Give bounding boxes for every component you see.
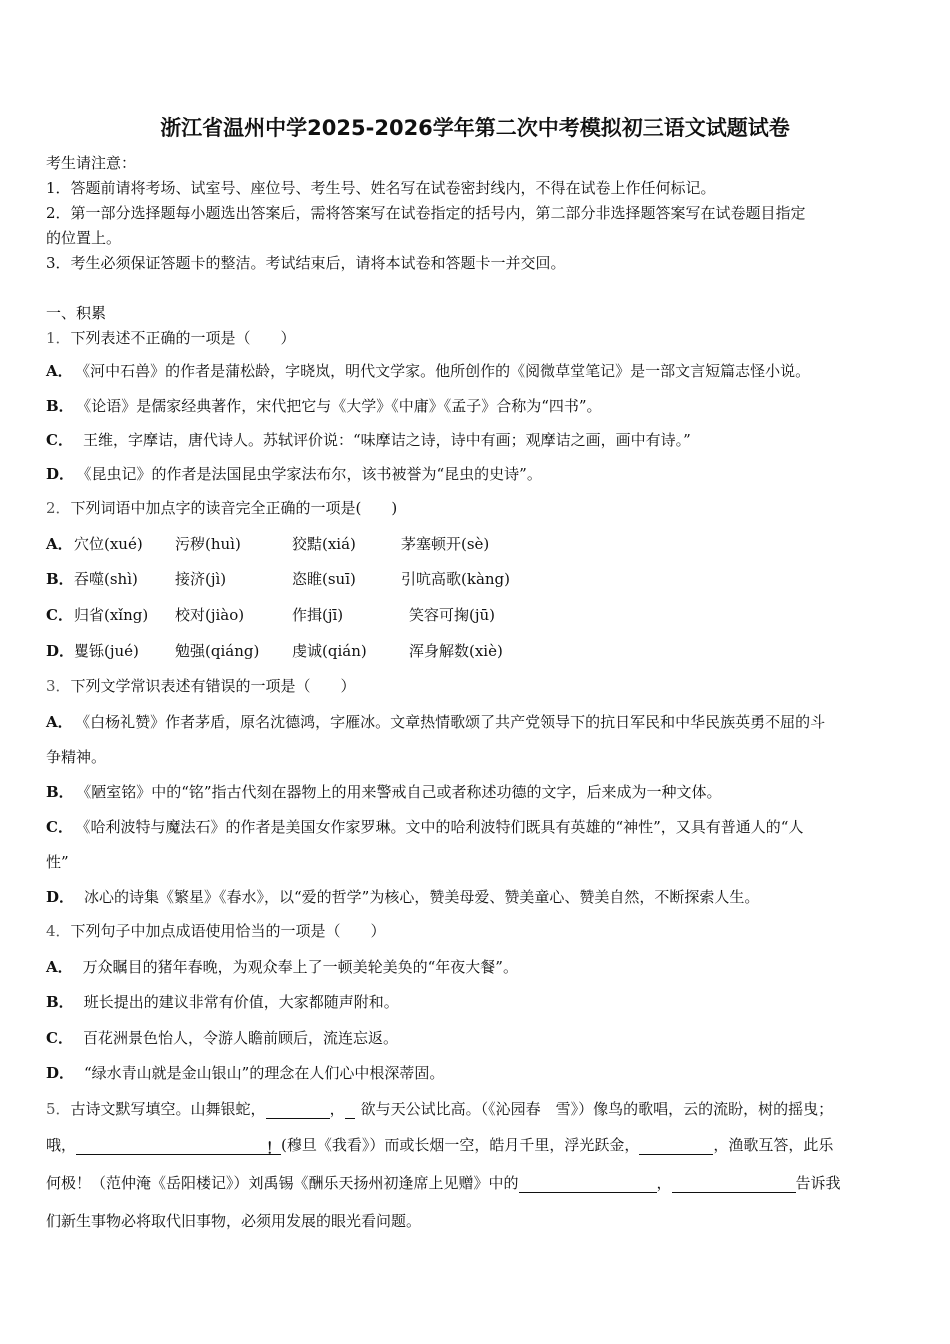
option-label: B． — [46, 783, 74, 801]
question-stem: 下列词语中加点字的读音完全正确的一项是( ) — [70, 499, 398, 517]
fill-blank[interactable] — [76, 1137, 266, 1155]
question-text: 何极！（范仲淹《岳阳楼记》）刘禹锡《酬乐天扬州初逢席上见赠》中的 — [46, 1174, 519, 1192]
option-text: 百花洲景色怡人，令游人瞻前顾后，流连忘返。 — [82, 1029, 398, 1047]
question-number: 3． — [46, 677, 71, 695]
section-heading: 一、积累 — [46, 304, 107, 322]
q4-option-b — [46, 991, 399, 1012]
q3-option-c-continued: 性” — [46, 853, 69, 871]
notice-item: 2．第一部分选择题每小题选出答案后，需将答案写在试卷指定的括号内，第二部分非选择题答案写在试卷题目指定 — [46, 204, 806, 222]
option-text: 《陋室铭》中的“铭”指古代刻在器物上的用来警戒自己或者称述功德的文字，后来成为一种文体。 — [83, 783, 722, 801]
question-2 — [46, 497, 397, 518]
option-text: 《白杨礼赞》作者茅盾，原名沈德鸿，字雁冰。文章热情歌颂了共产党领导下的抗日军民和中华民族英勇不屈的斗 — [82, 713, 826, 731]
option-label: B． — [46, 993, 74, 1011]
fill-blank[interactable] — [266, 1101, 330, 1119]
q3-option-d — [46, 886, 759, 907]
q1-option-b — [46, 395, 602, 416]
notice-item: 的位置上。 — [46, 229, 122, 247]
pinyin-word: 矍铄(jué) — [74, 642, 139, 660]
option-label: D． — [46, 1064, 75, 1082]
question-number: 5． — [46, 1100, 71, 1118]
question-text: ， — [656, 1174, 672, 1192]
option-text: 《昆虫记》的作者是法国昆虫学家法布尔，该书被誉为“昆虫的史诗”。 — [84, 465, 542, 483]
notice-item: 3．考生必须保证答题卡的整洁。考试结束后，请将本试卷和答题卡一并交回。 — [46, 254, 566, 272]
question-number: 1． — [46, 329, 71, 347]
q1-option-c — [46, 429, 691, 450]
notice-heading: 考生请注意： — [46, 154, 137, 172]
option-label: D． — [46, 465, 75, 483]
option-label: B． — [46, 570, 74, 588]
pinyin-word: 恣睢(suī) — [292, 570, 356, 588]
option-label: D． — [46, 642, 75, 660]
pinyin-word: 浑身解数(xiè) — [409, 642, 503, 660]
fill-blank[interactable] — [519, 1175, 657, 1193]
page-title: 浙江省温州中学2025-2026学年第二次中考模拟初三语文试题试卷 — [160, 116, 790, 140]
pinyin-word: 茅塞顿开(sè) — [401, 535, 490, 553]
q4-option-a — [46, 956, 518, 977]
option-label: C． — [46, 606, 73, 624]
pinyin-word: 虔诚(qián) — [292, 642, 367, 660]
question-text: 古诗文默写填空。山舞银蛇， — [70, 1100, 266, 1118]
option-label: B． — [46, 397, 74, 415]
option-label: C． — [46, 431, 73, 449]
question-stem: 下列文学常识表述有错误的一项是（ ） — [70, 677, 356, 695]
pinyin-word: 归省(xǐng) — [74, 606, 149, 624]
q3-option-c — [46, 816, 803, 837]
pinyin-word: 吞噬(shì) — [74, 570, 138, 588]
q1-option-a — [46, 360, 810, 381]
question-5-line-2 — [46, 1134, 833, 1155]
question-text: 欲与天公试比高。（《沁园春 雪》）像鸟的歌唱，云的流盼，树的摇曳； — [360, 1100, 834, 1118]
option-label: C． — [46, 1029, 73, 1047]
pinyin-word: 穴位(xué) — [74, 535, 143, 553]
question-stem: 下列句子中加点成语使用恰当的一项是（ ） — [70, 922, 386, 940]
question-text: ！ — [266, 1139, 282, 1157]
question-4 — [46, 920, 386, 941]
question-number: 2． — [46, 499, 71, 517]
option-text: 《河中石兽》的作者是蒲松龄，字晓岚，明代文学家。他所创作的《阅微草堂笔记》是一部文言短篇志怪小说。 — [82, 362, 811, 380]
question-text: 告诉我 — [795, 1174, 841, 1192]
pinyin-word: 接济(jì) — [175, 570, 227, 588]
pinyin-word: 狡黠(xiá) — [292, 535, 356, 553]
pinyin-word: 污秽(huì) — [175, 535, 241, 553]
option-label: D． — [46, 888, 75, 906]
option-text: 《论语》是儒家经典著作，宋代把它与《大学》《中庸》《孟子》合称为“四书”。 — [83, 397, 602, 415]
pinyin-word: 勉强(qiáng) — [175, 642, 260, 660]
q3-option-b — [46, 781, 722, 802]
question-stem: 下列表述不正确的一项是（ ） — [70, 329, 296, 347]
question-text: ，渔歌互答，此乐 — [713, 1136, 834, 1154]
option-label: A． — [46, 958, 73, 976]
pinyin-word: 作揖(jī) — [292, 606, 344, 624]
fill-blank[interactable] — [345, 1101, 355, 1119]
question-text: ， — [329, 1100, 345, 1118]
option-text: 《哈利波特与魔法石》的作者是美国女作家罗琳。文中的哈利波特们既具有英雄的“神性”，又具有普通人的“人 — [82, 818, 804, 836]
option-label: A． — [46, 713, 73, 731]
q4-option-d — [46, 1062, 444, 1083]
option-text: 班长提出的建议非常有价值，大家都随声附和。 — [83, 993, 399, 1011]
fill-blank[interactable] — [639, 1137, 713, 1155]
option-text: 冰心的诗集《繁星》《春水》，以“爱的哲学”为核心，赞美母爱、赞美童心、赞美自然，不断探索人生。 — [84, 888, 760, 906]
option-label: A． — [46, 535, 73, 553]
question-text: (穆旦《我看》）而或长烟一空，皓月千里，浮光跃金， — [281, 1136, 640, 1154]
q4-option-c — [46, 1027, 398, 1048]
question-5-line-3 — [46, 1172, 841, 1193]
question-1 — [46, 327, 296, 348]
option-text: 王维，字摩诘，唐代诗人。苏轼评价说：“味摩诘之诗，诗中有画；观摩诘之画，画中有诗。” — [82, 431, 691, 449]
option-text: “绿水青山就是金山银山”的理念在人们心中根深蒂固。 — [84, 1064, 445, 1082]
q3-option-a-continued: 争精神。 — [46, 748, 107, 766]
fill-blank[interactable] — [672, 1175, 796, 1193]
question-text: 哦， — [46, 1136, 77, 1154]
q1-option-d — [46, 463, 542, 484]
pinyin-word: 校对(jiào) — [175, 606, 245, 624]
question-3 — [46, 675, 356, 696]
option-label: C． — [46, 818, 73, 836]
option-text: 万众瞩目的猪年春晚，为观众奉上了一顿美轮美奂的“年夜大餐”。 — [82, 958, 518, 976]
q3-option-a — [46, 711, 825, 732]
pinyin-word: 笑容可掬(jū) — [409, 606, 496, 624]
notice-item: 1．答题前请将考场、试室号、座位号、考生号、姓名写在试卷密封线内，不得在试卷上作任何标记。 — [46, 179, 716, 197]
pinyin-word: 引吭高歌(kàng) — [401, 570, 510, 588]
question-5-line-4: 们新生事物必将取代旧事物，必须用发展的眼光看问题。 — [46, 1212, 422, 1230]
option-label: A． — [46, 362, 73, 380]
question-number: 4． — [46, 922, 71, 940]
question-5-line-1 — [46, 1098, 833, 1119]
